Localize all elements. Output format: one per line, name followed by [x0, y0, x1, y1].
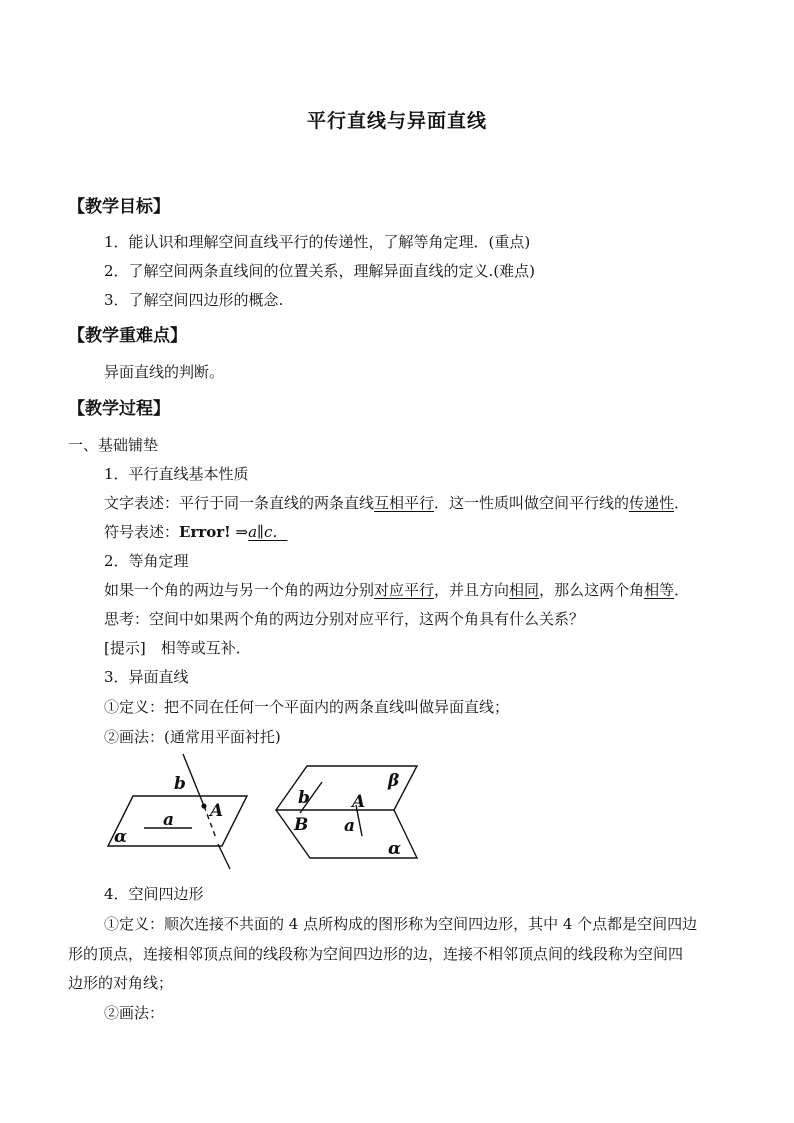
label-a: a [344, 816, 356, 836]
line-b-upper [183, 754, 204, 806]
item-3-title: 3．异面直线 [104, 668, 189, 686]
item-2-text-b: ，并且方向 [434, 581, 510, 599]
item-1-symbol [104, 522, 287, 542]
item-3-definition: ①定义：把不同在任何一个平面内的两条直线叫做异面直线； [104, 698, 510, 716]
item-2-text [104, 580, 689, 600]
item-1-answer-1: 互相平行 [374, 494, 435, 512]
item-4-title: 4．空间四边形 [104, 885, 204, 903]
goal-item-1: 1．能认识和理解空间直线平行的传递性，了解等角定理．(重点) [104, 233, 531, 251]
item-4-definition-line-2: 形的顶点，连接相邻顶点间的线段称为空间四边形的边，连接不相邻顶点间的线段称为空间四 [68, 945, 684, 963]
item-1-text-b: ．这一性质叫做空间平行线的 [434, 494, 630, 512]
skew-lines-figure-1 [100, 750, 260, 875]
item-1-title: 1．平行直线基本性质 [104, 465, 249, 483]
item-2-hint: [提示] 相等或互补． [104, 639, 251, 657]
goal-item-3: 3．了解空间四边形的概念. [104, 291, 284, 309]
label-b: b [174, 774, 186, 794]
item-1-text-a: 文字表述：平行于同一条直线的两条直线 [104, 494, 375, 512]
item-1-symbol-a: 符号表述： [104, 523, 180, 541]
label-alpha: α [388, 839, 402, 859]
item-2-text-c: ，那么这两个角 [539, 581, 645, 599]
item-3-drawing: ②画法：(通常用平面衬托) [104, 728, 281, 746]
item-1-symbol-b: ⇒ [230, 523, 249, 541]
key-points-heading: 【教学重难点】 [68, 326, 187, 346]
item-2-title: 2．等角定理 [104, 552, 189, 570]
plane-alpha-shape [108, 796, 247, 846]
item-2-think: 思考：空间中如果两个角的两边分别对应平行，这两个角具有什么关系？ [104, 610, 585, 628]
goal-item-2: 2．了解空间两条直线间的位置关系，理解异面直线的定义.(难点) [104, 262, 536, 280]
item-2-text-d: ． [674, 581, 690, 599]
item-1-text-c: ． [674, 494, 690, 512]
goals-heading: 【教学目标】 [68, 197, 170, 217]
item-1-symbol-error: Error! [179, 523, 231, 541]
process-heading: 【教学过程】 [68, 399, 170, 419]
item-4-drawing: ②画法： [104, 1004, 165, 1022]
skew-lines-figure-2 [270, 760, 425, 866]
label-b: b [298, 788, 310, 808]
item-2-text-a: 如果一个角的两边与另一个角的两边分别 [104, 581, 375, 599]
item-1-symbol-answer: a∥c． [248, 523, 288, 541]
label-beta: β [388, 771, 400, 791]
item-2-answer-1: 对应平行 [374, 581, 435, 599]
item-1-answer-2: 传递性 [629, 494, 675, 512]
item-4-definition-line-3: 边形的对角线； [68, 974, 174, 992]
label-a: a [163, 810, 175, 830]
item-2-answer-2: 相同 [509, 581, 540, 599]
point-A-marker [201, 803, 206, 808]
item-2-answer-3: 相等 [644, 581, 675, 599]
line-b-lower [218, 844, 230, 869]
label-B: B [294, 815, 309, 835]
label-A: A [210, 801, 224, 821]
key-points-text: 异面直线的判断。 [104, 363, 225, 381]
item-1-text [104, 493, 689, 513]
label-A: A [352, 792, 366, 812]
item-4-definition-line-1: ①定义：顺次连接不共面的 4 点所构成的图形称为空间四边形，其中 4 个点都是空间四边 [104, 915, 698, 933]
page-title: 平行直线与异面直线 [306, 110, 487, 132]
label-alpha: α [114, 827, 128, 847]
part-1-title: 一、基础铺垫 [68, 436, 159, 454]
